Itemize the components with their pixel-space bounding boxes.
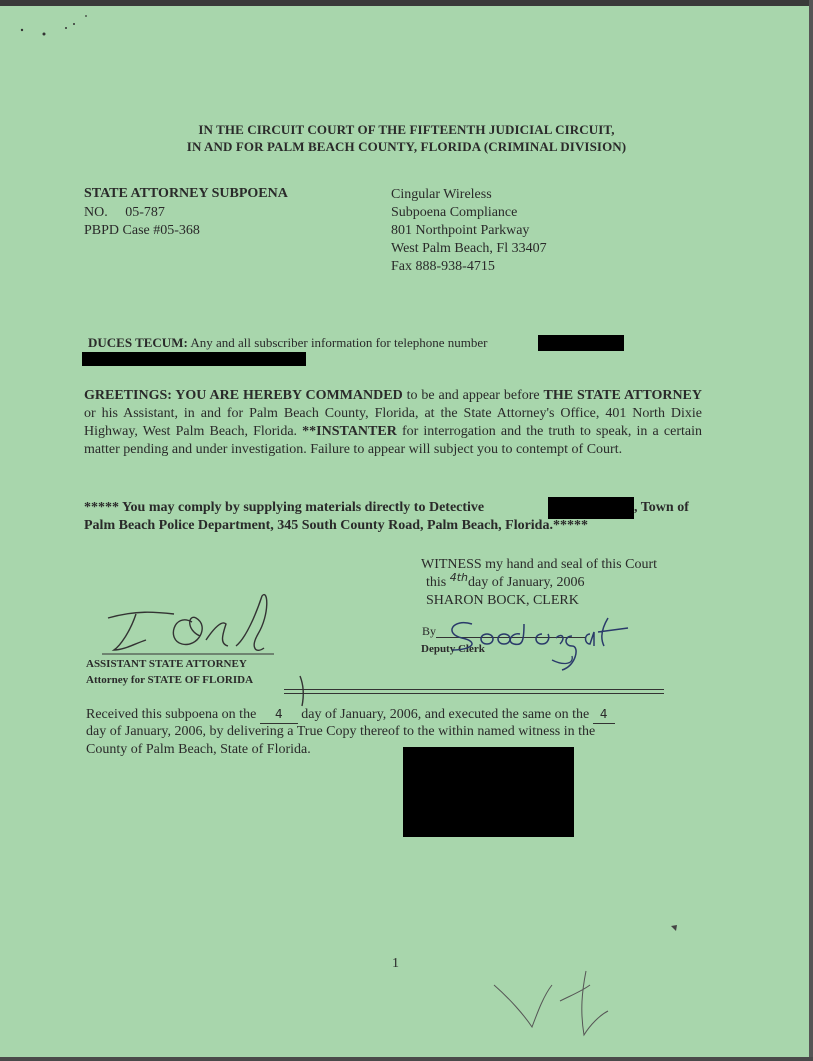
clerk-signature xyxy=(432,604,642,666)
recipient-street: 801 Northpoint Parkway xyxy=(391,223,530,238)
return-line3: County of Palm Beach, State of Florida. xyxy=(86,742,311,757)
greetings-state-attorney: THE STATE ATTORNEY xyxy=(543,388,702,403)
return-text2: day of January, 2006, and executed the same on the xyxy=(301,707,590,722)
greetings-text3: for interrogation and the truth to speak, in a certain matter pending and under investigation. Failure to appear will subject you to contempt of Court. xyxy=(84,424,702,457)
attorney-subtitle: Attorney for STATE OF FLORIDA xyxy=(86,674,254,686)
page-number: 1 xyxy=(392,956,399,971)
scan-edge-bottom xyxy=(0,1057,813,1061)
section-divider xyxy=(284,689,664,694)
greetings-lead: GREETINGS: YOU ARE HEREBY COMMANDED xyxy=(84,388,403,403)
attorney-signature xyxy=(96,584,286,660)
greetings-text2: or his Assistant, in and for Palm Beach County, Florida, at the State Attorney's Office, 401 North Dixie Highway, West Palm Beach, Florida. xyxy=(84,406,702,439)
pbpd-case-number: PBPD Case #05-368 xyxy=(84,223,200,238)
initials-scrawl xyxy=(490,965,620,1045)
duces-tecum-label: DUCES TECUM: xyxy=(88,335,188,350)
redaction-phone xyxy=(538,335,624,351)
witness-line1: WITNESS my hand and seal of this Court xyxy=(421,557,658,572)
return-day1: 4 xyxy=(260,705,298,724)
witness-line2 xyxy=(426,571,585,592)
attorney-title: ASSISTANT STATE ATTORNEY xyxy=(86,658,247,670)
deputy-clerk-label: Deputy Clerk xyxy=(421,643,485,655)
redaction-detective xyxy=(548,497,634,519)
clerk-name: SHARON BOCK, CLERK xyxy=(426,593,579,608)
return-day2: 4 xyxy=(593,705,615,724)
recipient-dept: Subpoena Compliance xyxy=(391,205,518,220)
comply-text3: Palm Beach Police Department, 345 South County Road, Palm Beach, Florida.***** xyxy=(84,518,588,533)
subpoena-number: NO. 05-787 xyxy=(84,205,165,220)
court-header-line1: IN THE CIRCUIT COURT OF THE FIFTEENTH JUDICIAL CIRCUIT, xyxy=(198,122,615,137)
witness-this: this xyxy=(426,575,447,590)
court-header-line2: IN AND FOR PALM BEACH COUNTY, FLORIDA (CRIMINAL DIVISION) xyxy=(186,139,627,154)
comply-text2: , Town of xyxy=(634,500,689,515)
subpoena-title: STATE ATTORNEY SUBPOENA xyxy=(84,186,288,201)
witness-line2-rest: day of January, 2006 xyxy=(468,575,585,590)
greetings-paragraph xyxy=(84,387,702,459)
return-line2: day of January, 2006, by delivering a True Copy thereof to the within named witness in the xyxy=(86,724,596,739)
scan-edge-right xyxy=(809,0,813,1061)
scan-specks xyxy=(18,12,98,42)
duces-tecum-text: Any and all subscriber information for telephone number xyxy=(190,335,488,350)
duces-tecum-line xyxy=(88,335,487,351)
recipient-fax: Fax 888-938-4715 xyxy=(391,259,495,274)
comply-text1: ***** You may comply by supplying materials directly to Detective xyxy=(84,500,485,515)
by-label: By xyxy=(422,624,437,638)
redaction-phone-line2 xyxy=(82,352,306,366)
scan-edge-top xyxy=(0,0,813,6)
greetings-instanter: **INSTANTER xyxy=(302,424,397,439)
return-line1 xyxy=(86,705,615,724)
witness-day-handwritten: 4th xyxy=(449,571,469,584)
recipient-name: Cingular Wireless xyxy=(391,187,492,202)
greetings-text1: to be and appear before xyxy=(402,388,544,403)
return-text1: Received this subpoena on the xyxy=(86,707,257,722)
redaction-server-signature xyxy=(403,747,574,837)
scan-speck-right xyxy=(668,922,682,936)
recipient-city: West Palm Beach, Fl 33407 xyxy=(391,241,547,256)
